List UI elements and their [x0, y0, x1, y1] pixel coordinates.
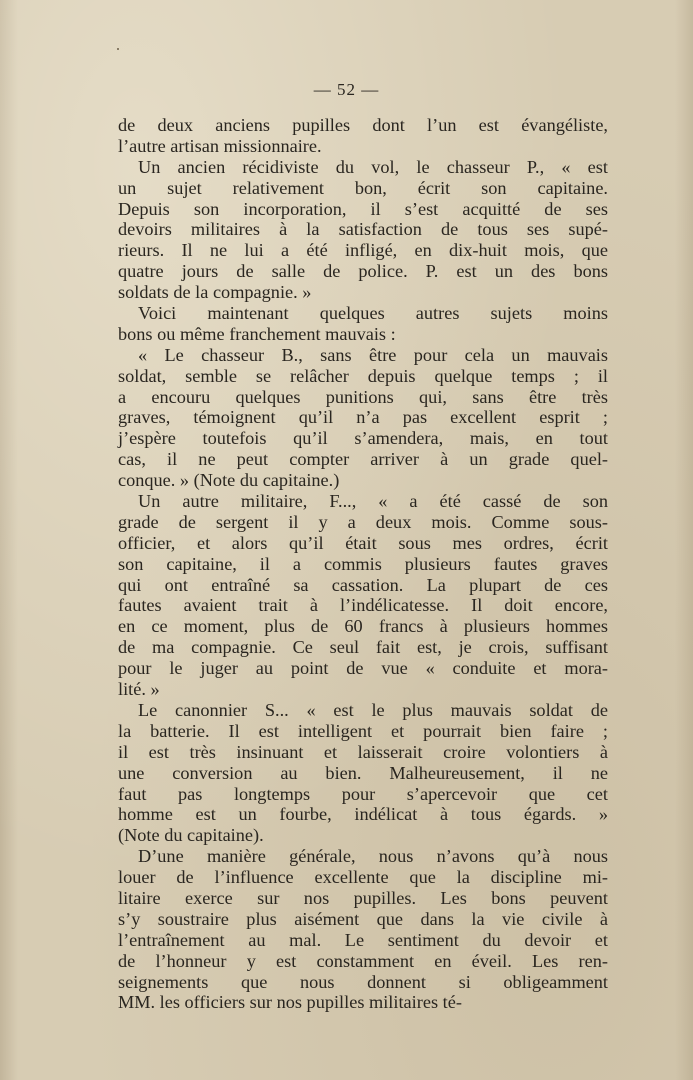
paragraph	[118, 115, 608, 157]
text-line: homme est un fourbe, indélicat à tous égards. »	[118, 804, 608, 825]
text-line: D’une manière générale, nous n’avons qu’à nous	[138, 846, 608, 867]
page-number: — 52 —	[313, 80, 380, 99]
text-line: officier, et alors qu’il était sous mes ordres, écrit	[118, 532, 608, 553]
text-line: de ma compagnie. Ce seul fait est, je crois, suffisant	[118, 637, 608, 658]
text-line: de deux anciens pupilles dont l’un est évangéliste,	[118, 115, 608, 135]
text-line: Depuis son incorporation, il s’est acquitté de ses	[118, 198, 608, 219]
text-line: a encouru quelques punitions qui, sans être très	[118, 386, 608, 407]
text-line: faut pas longtemps pour s’apercevoir que cet	[118, 783, 608, 804]
text-line: devoirs militaires à la satisfaction de tous ses supé-	[118, 219, 608, 240]
text-line: lité. »	[118, 679, 160, 700]
text-line: « Le chasseur B., sans être pour cela un mauvais	[138, 344, 608, 365]
body-text	[118, 115, 608, 1013]
paragraph	[118, 157, 608, 303]
text-line: pour le juger au point de vue « conduite et mora-	[118, 658, 608, 679]
text-line: qui ont entraîné sa cassation. La plupart de ces	[118, 574, 608, 595]
text-line: une conversion au bien. Malheureusement, il ne	[118, 762, 608, 783]
text-line: l’entraînement au mal. Le sentiment du devoir et	[118, 929, 608, 950]
text-line: Le canonnier S... « est le plus mauvais soldat de	[138, 699, 608, 720]
text-line: un sujet relativement bon, écrit son capitaine.	[118, 177, 608, 198]
text-line: l’autre artisan missionnaire.	[118, 135, 322, 156]
text-line: louer de l’influence excellente que la discipline mi-	[118, 867, 608, 888]
paragraph	[118, 303, 608, 345]
text-line: MM. les officiers sur nos pupilles militaires té-	[118, 992, 462, 1013]
text-line: de l’honneur y est constamment en éveil. Les ren-	[118, 950, 608, 971]
paragraph	[118, 846, 608, 1013]
text-line: Un autre militaire, F..., « a été cassé de son	[138, 491, 608, 512]
paragraph	[118, 700, 608, 846]
paragraph	[118, 491, 608, 700]
text-line: il est très insinuant et laisserait croire volontiers à	[118, 741, 608, 762]
text-line: litaire exerce sur nos pupilles. Les bons peuvent	[118, 887, 608, 908]
text-line: soldat, semble se relâcher depuis quelque temps ; il	[118, 365, 608, 386]
text-line: quatre jours de salle de police. P. est un des bons	[118, 261, 608, 282]
paragraph	[118, 345, 608, 491]
text-line: (Note du capitaine).	[118, 825, 264, 846]
text-line: son capitaine, il a commis plusieurs fautes graves	[118, 553, 608, 574]
text-line: graves, témoignent qu’il n’a pas excellent esprit ;	[118, 407, 608, 428]
text-line: fautes avaient trait à l’indélicatesse. Il doit encore,	[118, 595, 608, 616]
text-line: soldats de la compagnie. »	[118, 282, 312, 303]
text-line: Un ancien récidiviste du vol, le chasseur P., « est	[138, 156, 608, 177]
text-line: cas, il ne peut compter arriver à un grade quel-	[118, 449, 608, 470]
text-line: rieurs. Il ne lui a été infligé, en dix-huit mois, que	[118, 240, 608, 261]
text-line: j’espère toutefois qu’il s’amendera, mais, en tout	[118, 428, 608, 449]
text-line: conque. » (Note du capitaine.)	[118, 470, 340, 491]
text-line: Voici maintenant quelques autres sujets moins	[138, 303, 608, 324]
text-line: la batterie. Il est intelligent et pourrait bien faire ;	[118, 720, 608, 741]
text-line: en ce moment, plus de 60 francs à plusieurs hommes	[118, 616, 608, 637]
text-line: grade de sergent il y a deux mois. Comme sous-	[118, 511, 608, 532]
text-line: s’y soustraire plus aisément que dans la vie civile à	[118, 908, 608, 929]
text-line: bons ou même franchement mauvais :	[118, 323, 396, 344]
text-line: seignements que nous donnent si obligeamment	[118, 971, 608, 992]
paper-speck	[117, 48, 119, 50]
